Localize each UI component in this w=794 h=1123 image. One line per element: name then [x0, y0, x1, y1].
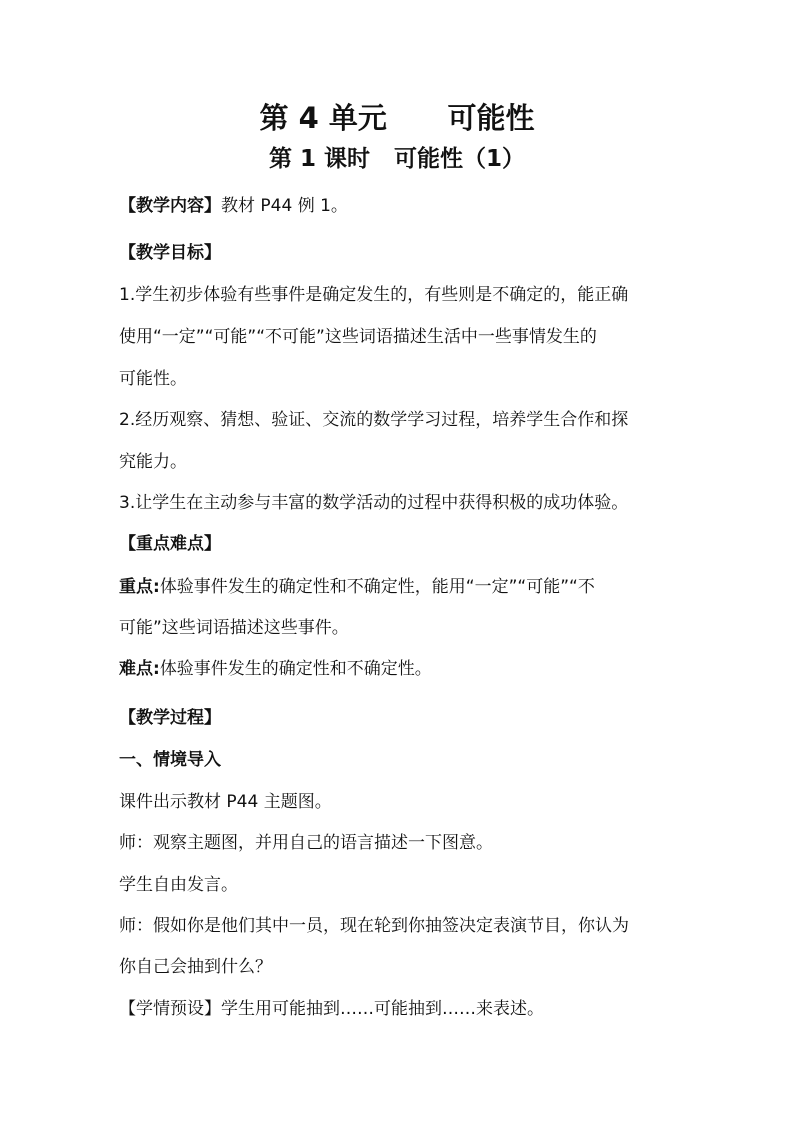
- key-point-text: 体验事件发生的确定性和不确定性，能用“一定”“可能”“不: [159, 577, 595, 597]
- goal2-line1: 2.经历观察、猜想、验证、交流的数学学习过程，培养学生合作和探: [119, 410, 629, 430]
- content-label: 【教学内容】: [119, 196, 221, 216]
- goal1-line2: 使用“一定”“可能”“不可能”这些词语描述生活中一些事情发生的: [119, 327, 597, 347]
- paragraph-3: 学生自由发言。: [119, 875, 238, 895]
- paragraph-4-line1: 师：假如你是他们其中一员，现在轮到你抽签决定表演节目，你认为: [119, 916, 629, 936]
- goal1-line3: 可能性。: [119, 369, 187, 389]
- difficulty-line: [119, 656, 689, 682]
- key-point-line2: 可能”这些词语描述这些事件。: [119, 618, 349, 638]
- goal1-line1: 1.学生初步体验有些事件是确定发生的，有些则是不确定的，能正确: [119, 285, 629, 305]
- goals-heading: 【教学目标】: [119, 243, 221, 263]
- lesson-title: 第 1 课时 可能性（1）: [268, 146, 526, 172]
- paragraph-4-line2: 你自己会抽到什么？: [119, 957, 272, 977]
- section1-title: 一、情境导入: [119, 750, 221, 770]
- paragraph-2: 师：观察主题图，并用自己的语言描述一下图意。: [119, 833, 493, 853]
- difficulty-text: 体验事件发生的确定性和不确定性。: [159, 659, 432, 679]
- paragraph-1: 课件出示教材 P44 主题图。: [119, 792, 332, 812]
- unit-title: 第 4 单元 可能性: [259, 101, 535, 135]
- paragraph-5: 【学情预设】学生用可能抽到……可能抽到……来表述。: [119, 999, 544, 1019]
- key-point-line1: [119, 574, 689, 600]
- content-line: [119, 193, 689, 219]
- content-text: 教材 P44 例 1。: [221, 196, 348, 216]
- process-heading: 【教学过程】: [119, 708, 221, 728]
- goal2-line2: 究能力。: [119, 452, 187, 472]
- difficulty-label: 难点:: [119, 659, 160, 679]
- key-point-label: 重点:: [119, 577, 160, 597]
- key-heading: 【重点难点】: [119, 534, 221, 554]
- goal3-line1: 3.让学生在主动参与丰富的数学活动的过程中获得积极的成功体验。: [119, 493, 629, 513]
